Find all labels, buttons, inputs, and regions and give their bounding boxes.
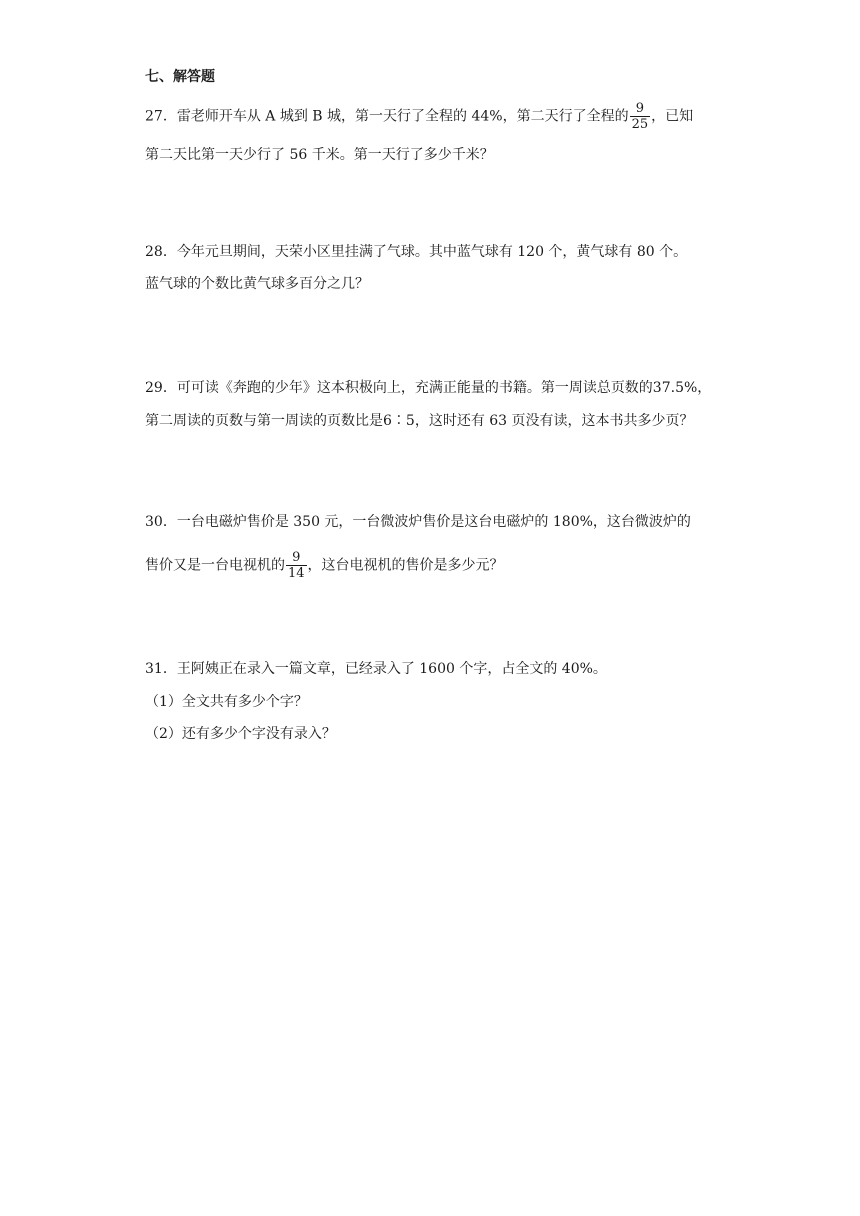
question-text: 售价又是一台电视机的	[145, 557, 285, 574]
fraction-denominator: 14	[288, 566, 305, 581]
question-30-line-2	[145, 550, 504, 581]
fraction	[630, 101, 651, 132]
question-29-line-2: 第二周读的页数与第一周读的页数比是6∶5，这时还有 63 页没有读，这本书共多少页？	[145, 413, 694, 429]
question-29-line-1: 29．可可读《奔跑的少年》这本积极向上，充满正能量的书籍。第一周读总页数的37.5%，	[145, 380, 712, 396]
fraction	[286, 550, 307, 581]
fraction-numerator: 9	[630, 101, 651, 117]
question-28-line-2: 蓝气球的个数比黄气球多百分之几？	[145, 276, 369, 292]
fraction-denominator: 25	[631, 117, 649, 132]
section-heading: 七、解答题	[145, 69, 215, 85]
question-31-line-1: 31．王阿姨正在录入一篇文章，已经录入了 1600 个字，占全文的 40%。	[145, 661, 607, 677]
question-text: ，已知	[651, 108, 694, 125]
question-28-line-1: 28．今年元旦期间，天荣小区里挂满了气球。其中蓝气球有 120 个，黄气球有 80 个。	[145, 244, 688, 260]
question-27-line-1	[145, 101, 693, 132]
question-31-part-2: （2）还有多少个字没有录入？	[145, 726, 336, 742]
question-30-line-1: 30．一台电磁炉售价是 350 元，一台微波炉售价是这台电磁炉的 180%，这台微波炉的	[145, 514, 691, 530]
question-text: 27．雷老师开车从 A 城到 B 城，第一天行了全程的 44%，第二天行了全程的	[145, 108, 629, 125]
question-text: ，这台电视机的售价是多少元？	[307, 557, 504, 574]
fraction-numerator: 9	[286, 550, 307, 566]
question-27-line-2: 第二天比第一天少行了 56 千米。第一天行了多少千米？	[145, 147, 494, 163]
question-31-part-1: （1）全文共有多少个字？	[145, 694, 308, 710]
